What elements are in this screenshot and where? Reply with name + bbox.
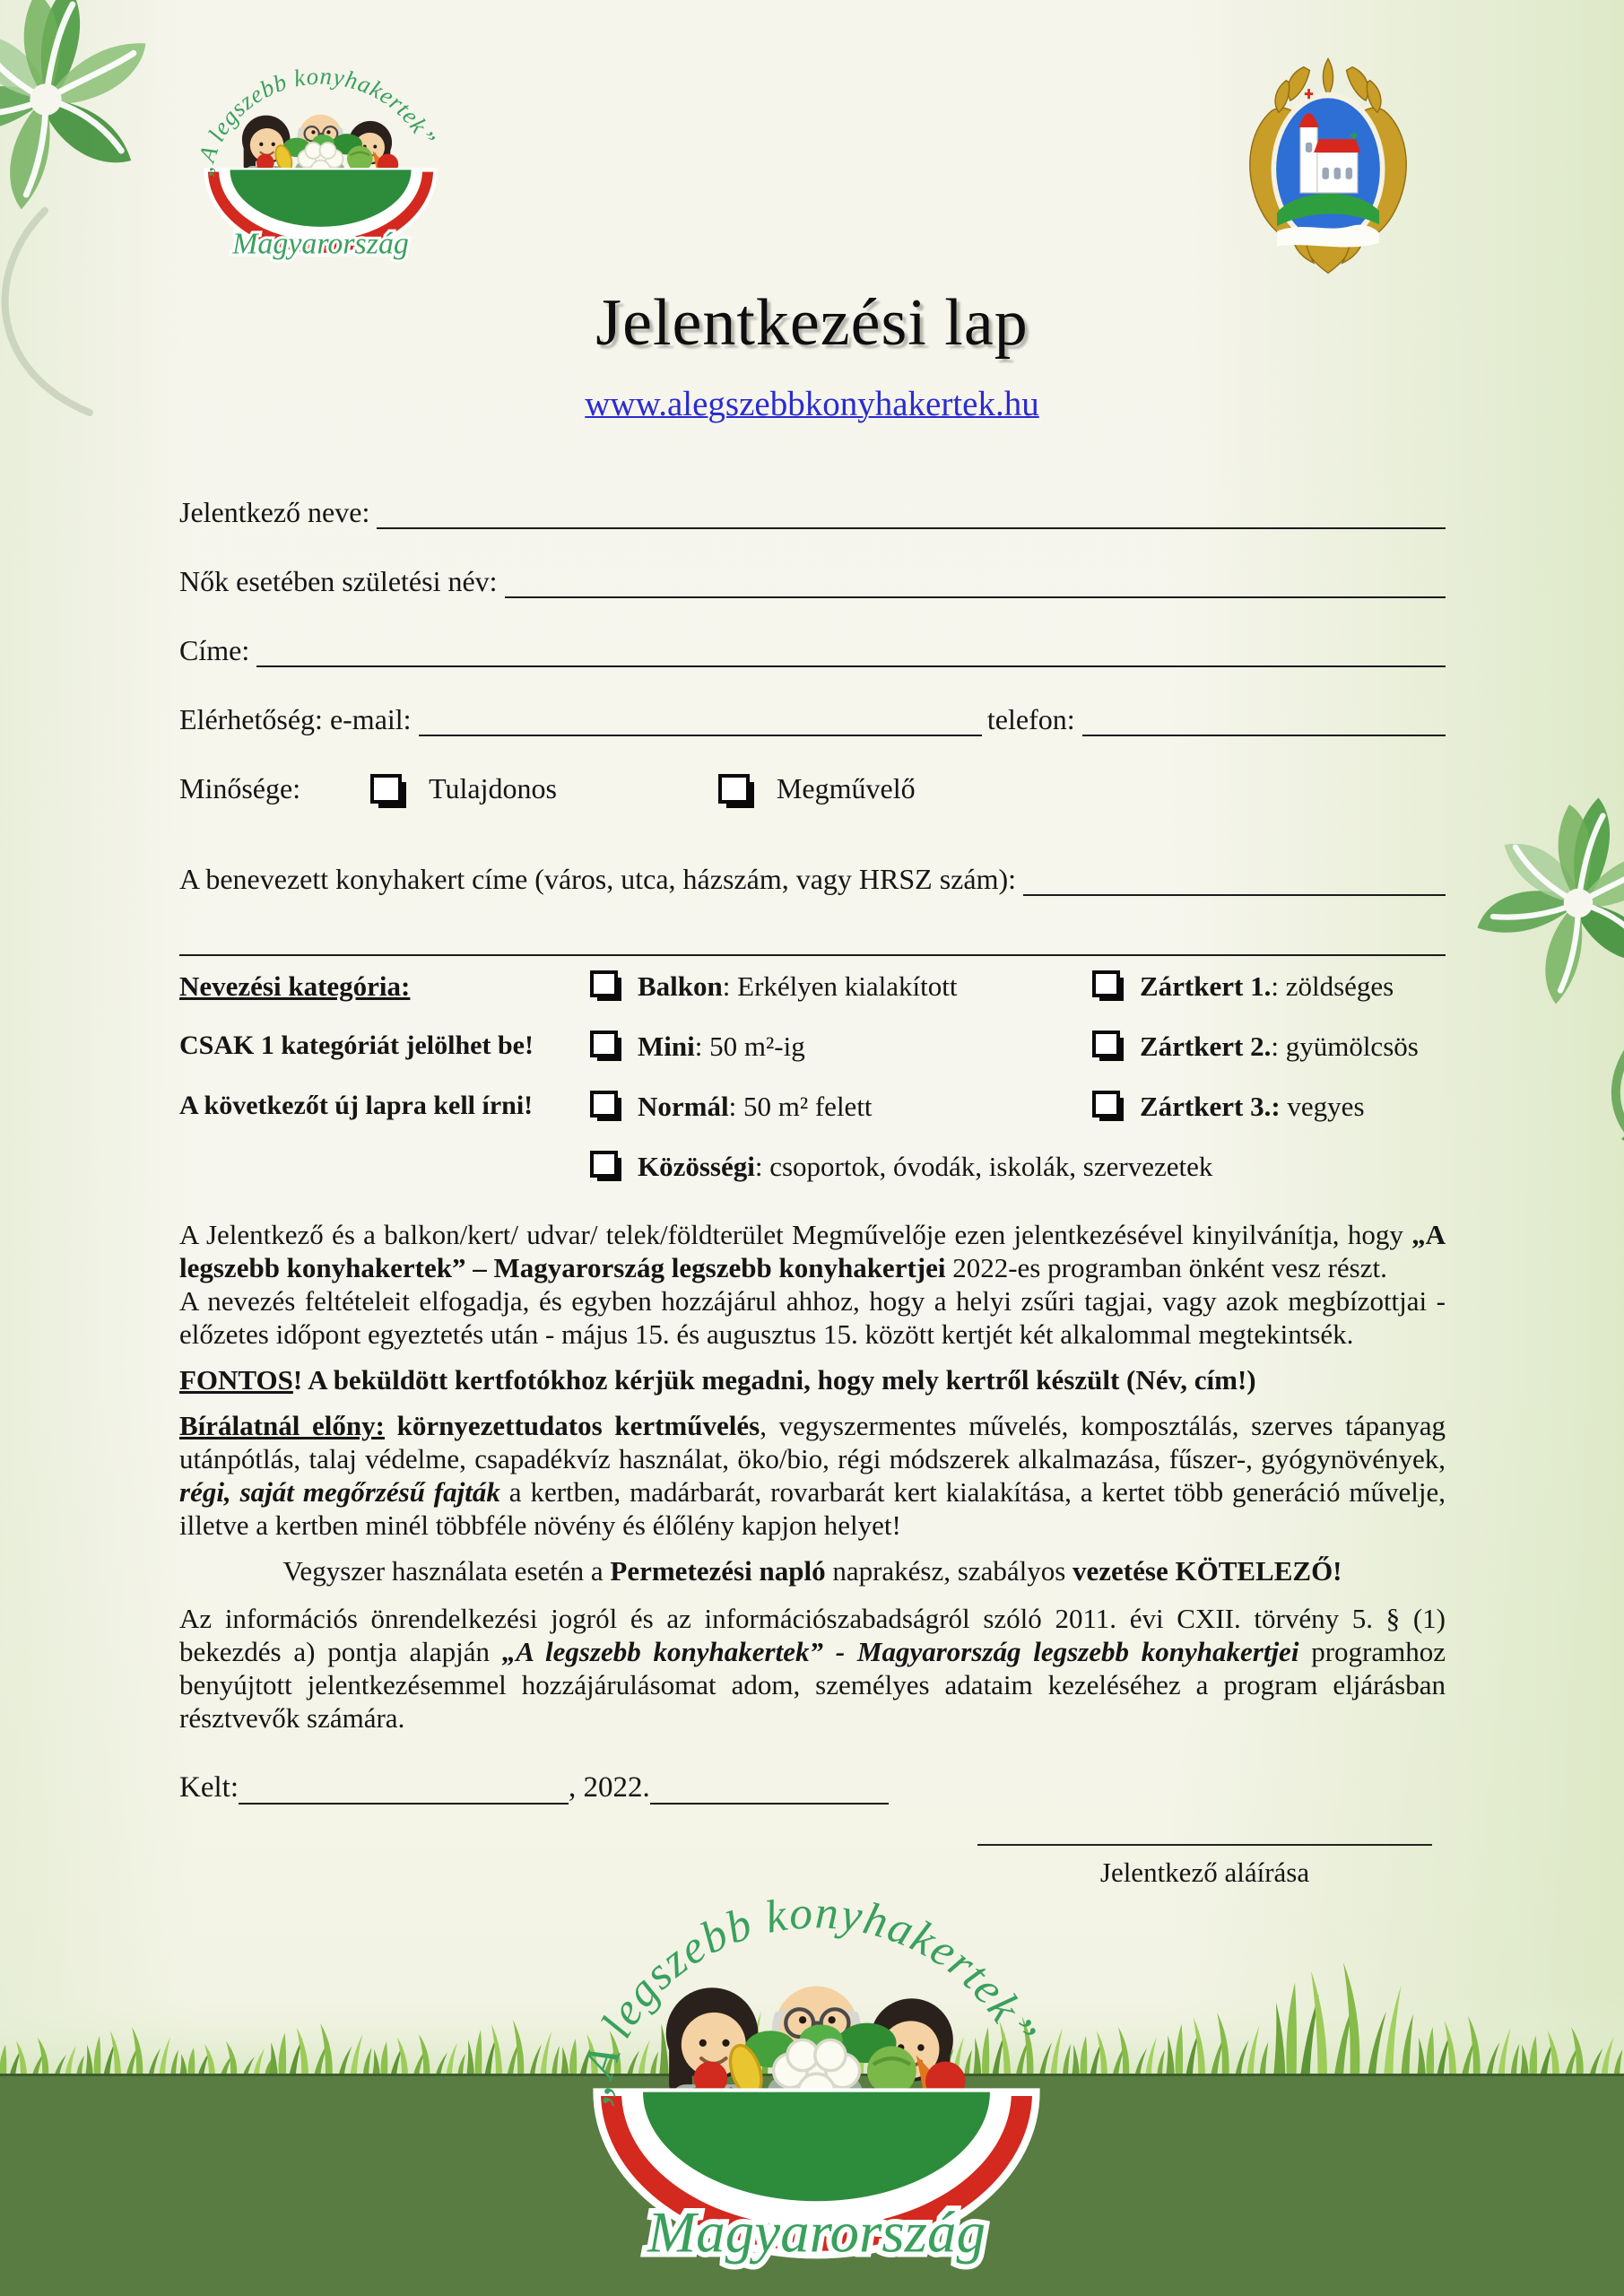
- date-day-blank[interactable]: [650, 1761, 889, 1805]
- checkbox-kozossegi-icon[interactable]: [590, 1151, 618, 1178]
- field-label: Minősége:: [179, 771, 301, 804]
- checkbox-owner-icon[interactable]: [370, 774, 402, 804]
- declaration-paragraph-2: A nevezés feltételeit elfogadja, és egyben hozzájárul ahhoz, hogy a helyi zsűri tagjai, vagy azok megbízottjai - előzetes időpont egyeztetés után - május 15. és augusztus 15. között kertjét két alkalommal megtekintsék.: [179, 1285, 1446, 1350]
- checkbox-cultivator-icon[interactable]: [718, 774, 750, 804]
- privacy-paragraph: Az információs önrendelkezési jogról és az információszabadságról szóló 2011. évi CXII. törvény 5. § (1) bekezdés a) pontja alapján „A legszebb konyhakertek” - Magyarország legszebb konyhakertjei programhoz benyújtott jelentkezésemmel hozzájárulásomat adom, személyes adataim kezeléséhez a program eljárásban résztvevők számára.: [179, 1603, 1446, 1734]
- email-blank[interactable]: [419, 693, 982, 736]
- field-role: [179, 767, 1446, 810]
- category-heading: Nevezési kategória:: [179, 970, 411, 1002]
- field-label: Nők esetében születési név:: [179, 565, 498, 597]
- category-option-balkon: Balkon: Erkélyen kialakított: [590, 970, 1092, 1003]
- flower-ornament-icon: [0, 0, 168, 222]
- address-blank[interactable]: [256, 624, 1446, 667]
- jury-advantage-paragraph: Bírálatnál előny: környezettudatos kertművelés, vegyszermentes művelés, komposztálás, szerves tápanyag utánpótlás, talaj védelme, csapadékvíz használat, öko/bio, régi módszerek alkalmazása, fűszer-, gyógynövények, régi, saját megőrzésű fajták a kertben, madárbarát, rovarbarát kert kialakítása, a kertet több generáció művelje, illetve a kertben minél többféle növény és élőlény kapjon helyet!: [179, 1410, 1446, 1541]
- checkbox-normal-icon[interactable]: [590, 1091, 618, 1118]
- field-address: [179, 619, 1446, 667]
- field-label: telefon:: [986, 703, 1075, 735]
- signature-label: Jelentkező aláírása: [1099, 1857, 1310, 1888]
- program-logo-large: [563, 1858, 1070, 2280]
- field-label: Jelentkező neve:: [179, 496, 370, 528]
- category-option-zartkert2: Zártkert 2.: gyümölcsös: [1092, 1031, 1446, 1063]
- date-label: Kelt:: [179, 1771, 239, 1804]
- declaration-paragraph: A Jelentkező és a balkon/kert/ udvar/ telek/földterület Megművelője ezen jelentkezésével kinyilvánítja, hogy „A legszebb konyhakertek” – Magyarország legszebb konyhakertjei 2022-es programban önként vesz részt.: [179, 1219, 1446, 1283]
- category-option-normal: Normál: 50 m² felett: [590, 1091, 1092, 1123]
- applicant-name-blank[interactable]: [377, 486, 1446, 529]
- category-option-zartkert3: Zártkert 3.: vegyes: [1092, 1091, 1446, 1123]
- maiden-name-blank[interactable]: [505, 555, 1446, 598]
- phone-blank[interactable]: [1082, 693, 1446, 736]
- pesticide-note: Vegyszer használata esetén a Permetezési napló naprakész, szabályos vezetése KÖTELEZŐ!: [282, 1555, 1342, 1587]
- field-label: Elérhetőség: e-mail:: [179, 703, 412, 735]
- program-logo: [188, 49, 453, 266]
- checkbox-zartkert2-icon[interactable]: [1092, 1031, 1120, 1057]
- checkbox-zartkert1-icon[interactable]: [1092, 970, 1120, 997]
- category-note-two: A következőt új lapra kell írni!: [179, 1091, 534, 1120]
- field-label: A benevezett konyhakert címe (város, utca, házszám, vagy HRSZ szám):: [179, 863, 1016, 895]
- field-garden-address: [179, 848, 1446, 896]
- role-owner-label: Tulajdonos: [429, 771, 557, 804]
- field-applicant-name: [179, 481, 1446, 529]
- field-label: Címe:: [179, 634, 250, 666]
- checkbox-zartkert3-icon[interactable]: [1092, 1091, 1120, 1118]
- category-option-zartkert1: Zártkert 1.: zöldséges: [1092, 970, 1446, 1003]
- garden-address-blank-line2[interactable]: [179, 917, 1446, 956]
- important-note: FONTOS! A beküldött kertfotókhoz kérjük megadni, hogy mely kertről készült (Név, cím!): [179, 1364, 1256, 1396]
- checkbox-balkon-icon[interactable]: [590, 970, 618, 997]
- category-section: [179, 970, 1446, 1211]
- signature-blank-line[interactable]: [977, 1806, 1432, 1846]
- date-row: [179, 1760, 1446, 1805]
- website-link[interactable]: www.alegszebbkonyhakertek.hu: [585, 385, 1039, 423]
- category-option-kozossegi: Közösségi: csoportok, óvodák, iskolák, szervezetek: [590, 1151, 1446, 1183]
- category-note-one: CSAK 1 kategóriát jelölhet be!: [179, 1031, 534, 1060]
- form-content: [179, 481, 1446, 1805]
- date-year-label: , 2022.: [568, 1771, 650, 1804]
- page-title: Jelentkezési lap: [595, 286, 1029, 360]
- date-place-blank[interactable]: [239, 1761, 569, 1805]
- garden-address-blank[interactable]: [1023, 853, 1446, 896]
- field-contact: [179, 688, 1446, 736]
- category-option-mini: Mini: 50 m²-ig: [590, 1031, 1092, 1063]
- role-cultivator-label: Megművelő: [776, 771, 916, 804]
- flower-ornament-right-icon: [1462, 791, 1624, 1257]
- checkbox-mini-icon[interactable]: [590, 1031, 618, 1057]
- coat-of-arms: [1240, 52, 1416, 278]
- field-maiden-name: [179, 550, 1446, 598]
